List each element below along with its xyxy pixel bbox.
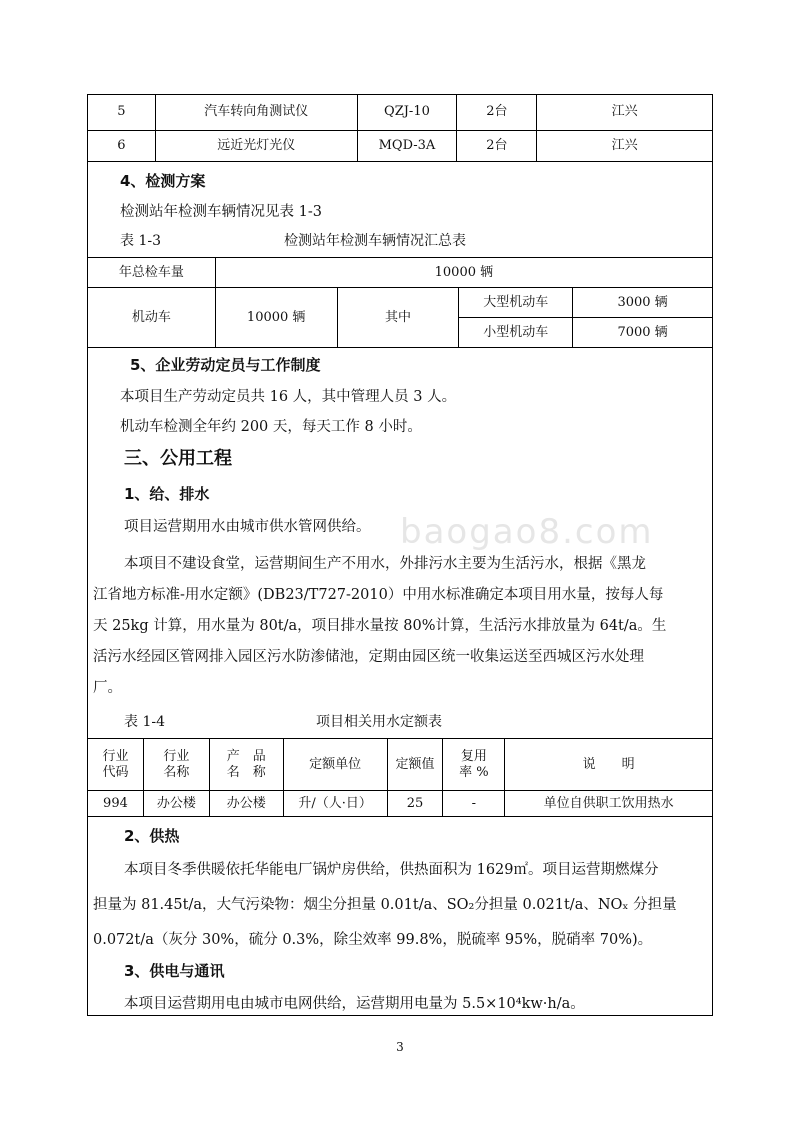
equip-model: MQD-3A xyxy=(357,130,457,161)
header-quota-unit: 定额单位 xyxy=(283,739,387,791)
motor-value: 10000 辆 xyxy=(215,288,337,348)
watermark: baogao8.com xyxy=(400,512,654,552)
table-1-3-number: 表 1-3 xyxy=(120,233,161,249)
power-line-1: 本项目运营期用电由城市电网供给，运营期用电量为 5.5×10⁴kw·h/a。 xyxy=(124,996,585,1012)
header-quota-value: 定额值 xyxy=(387,739,443,791)
water-paragraph-2-line-5: 厂。 xyxy=(93,680,122,696)
equip-name: 远近光灯光仪 xyxy=(155,130,357,161)
equipment-table xyxy=(87,94,713,162)
cell-product-name: 办公楼 xyxy=(209,791,283,817)
header-product-name: 产 品 名 称 xyxy=(209,739,283,791)
equip-maker: 江兴 xyxy=(537,130,713,161)
water-paragraph-1: 项目运营期用水由城市供水管网供给。 xyxy=(124,519,371,535)
cell-quota-unit: 升/（人·日） xyxy=(283,791,387,817)
water-paragraph-2-line-4: 活污水经园区管网排入园区污水防渗储池，定期由园区统一收集运送至西城区污水处理 xyxy=(93,649,644,665)
table-1-3-title: 检测站年检测车辆情况汇总表 xyxy=(284,233,466,249)
section-5-heading: 5、企业劳动定员与工作制度 xyxy=(130,356,321,374)
cell-industry-name: 办公楼 xyxy=(143,791,209,817)
table-1-4-title: 项目相关用水定额表 xyxy=(316,714,442,730)
equip-name: 汽车转向角测试仪 xyxy=(155,94,357,130)
total-value: 10000 辆 xyxy=(215,258,712,288)
large-vehicle-label: 大型机动车 xyxy=(459,288,573,318)
section-5-line-1: 本项目生产劳动定员共 16 人，其中管理人员 3 人。 xyxy=(120,389,457,405)
equip-no: 5 xyxy=(88,94,156,130)
header-reuse-rate: 复用 率 % xyxy=(443,739,505,791)
header-description: 说 明 xyxy=(505,739,713,791)
table-row xyxy=(88,258,713,288)
small-vehicle-value: 7000 辆 xyxy=(573,318,713,348)
water-paragraph-2-line-2: 江省地方标准-用水定额》(DB23/T727-2010）中用水标准确定本项目用水量，按每人每 xyxy=(93,587,664,603)
equip-maker: 江兴 xyxy=(537,94,713,130)
heat-line-3: 0.072t/a（灰分 30%，硫分 0.3%，除尘效率 99.8%，脱硫率 95%，脱硝率 70%)。 xyxy=(93,932,653,948)
heat-line-2: 担量为 81.45t/a，大气污染物：烟尘分担量 0.01t/a、SO₂分担量 0.021t/a、NOₓ 分担量 xyxy=(93,897,677,913)
table-row xyxy=(88,94,713,130)
table-row xyxy=(88,130,713,161)
table-header-row xyxy=(88,739,713,791)
header-industry-code: 行业 代码 xyxy=(88,739,144,791)
header-industry-name: 行业 名称 xyxy=(143,739,209,791)
table-row xyxy=(88,288,713,318)
water-heading: 1、给、排水 xyxy=(124,485,210,503)
cell-description: 单位自供职工饮用热水 xyxy=(505,791,713,817)
section-4-heading: 4、检测方案 xyxy=(120,172,206,190)
cell-industry-code: 994 xyxy=(88,791,144,817)
section-5-line-2: 机动车检测全年约 200 天，每天工作 8 小时。 xyxy=(120,419,422,435)
table-1-4-number: 表 1-4 xyxy=(124,714,165,730)
motor-label: 机动车 xyxy=(88,288,216,348)
part-3-heading: 三、公用工程 xyxy=(124,448,232,469)
cell-quota-value: 25 xyxy=(387,791,443,817)
total-label: 年总检车量 xyxy=(88,258,216,288)
heat-heading: 2、供热 xyxy=(124,827,180,845)
among-label: 其中 xyxy=(337,288,459,348)
heat-line-1: 本项目冬季供暖依托华能电厂锅炉房供给，供热面积为 1629㎡。项目运营期燃煤分 xyxy=(124,862,659,878)
equip-qty: 2台 xyxy=(457,94,537,130)
page-number: 3 xyxy=(396,1040,404,1054)
power-heading: 3、供电与通讯 xyxy=(124,962,225,980)
table-1-3 xyxy=(87,257,713,348)
section-4-intro: 检测站年检测车辆情况见表 1-3 xyxy=(120,204,322,220)
water-paragraph-2-line-3: 天 25kg 计算，用水量为 80t/a，项目排水量按 80%计算，生活污水排放量为 64t/a。生 xyxy=(93,618,667,634)
water-paragraph-2-line-1: 本项目不建设食堂，运营期间生产不用水，外排污水主要为生活污水，根据《黑龙 xyxy=(124,556,646,572)
table-1-4 xyxy=(87,738,713,817)
large-vehicle-value: 3000 辆 xyxy=(573,288,713,318)
small-vehicle-label: 小型机动车 xyxy=(459,318,573,348)
cell-reuse-rate: - xyxy=(443,791,505,817)
table-row xyxy=(88,791,713,817)
equip-model: QZJ-10 xyxy=(357,94,457,130)
equip-no: 6 xyxy=(88,130,156,161)
equip-qty: 2台 xyxy=(457,130,537,161)
